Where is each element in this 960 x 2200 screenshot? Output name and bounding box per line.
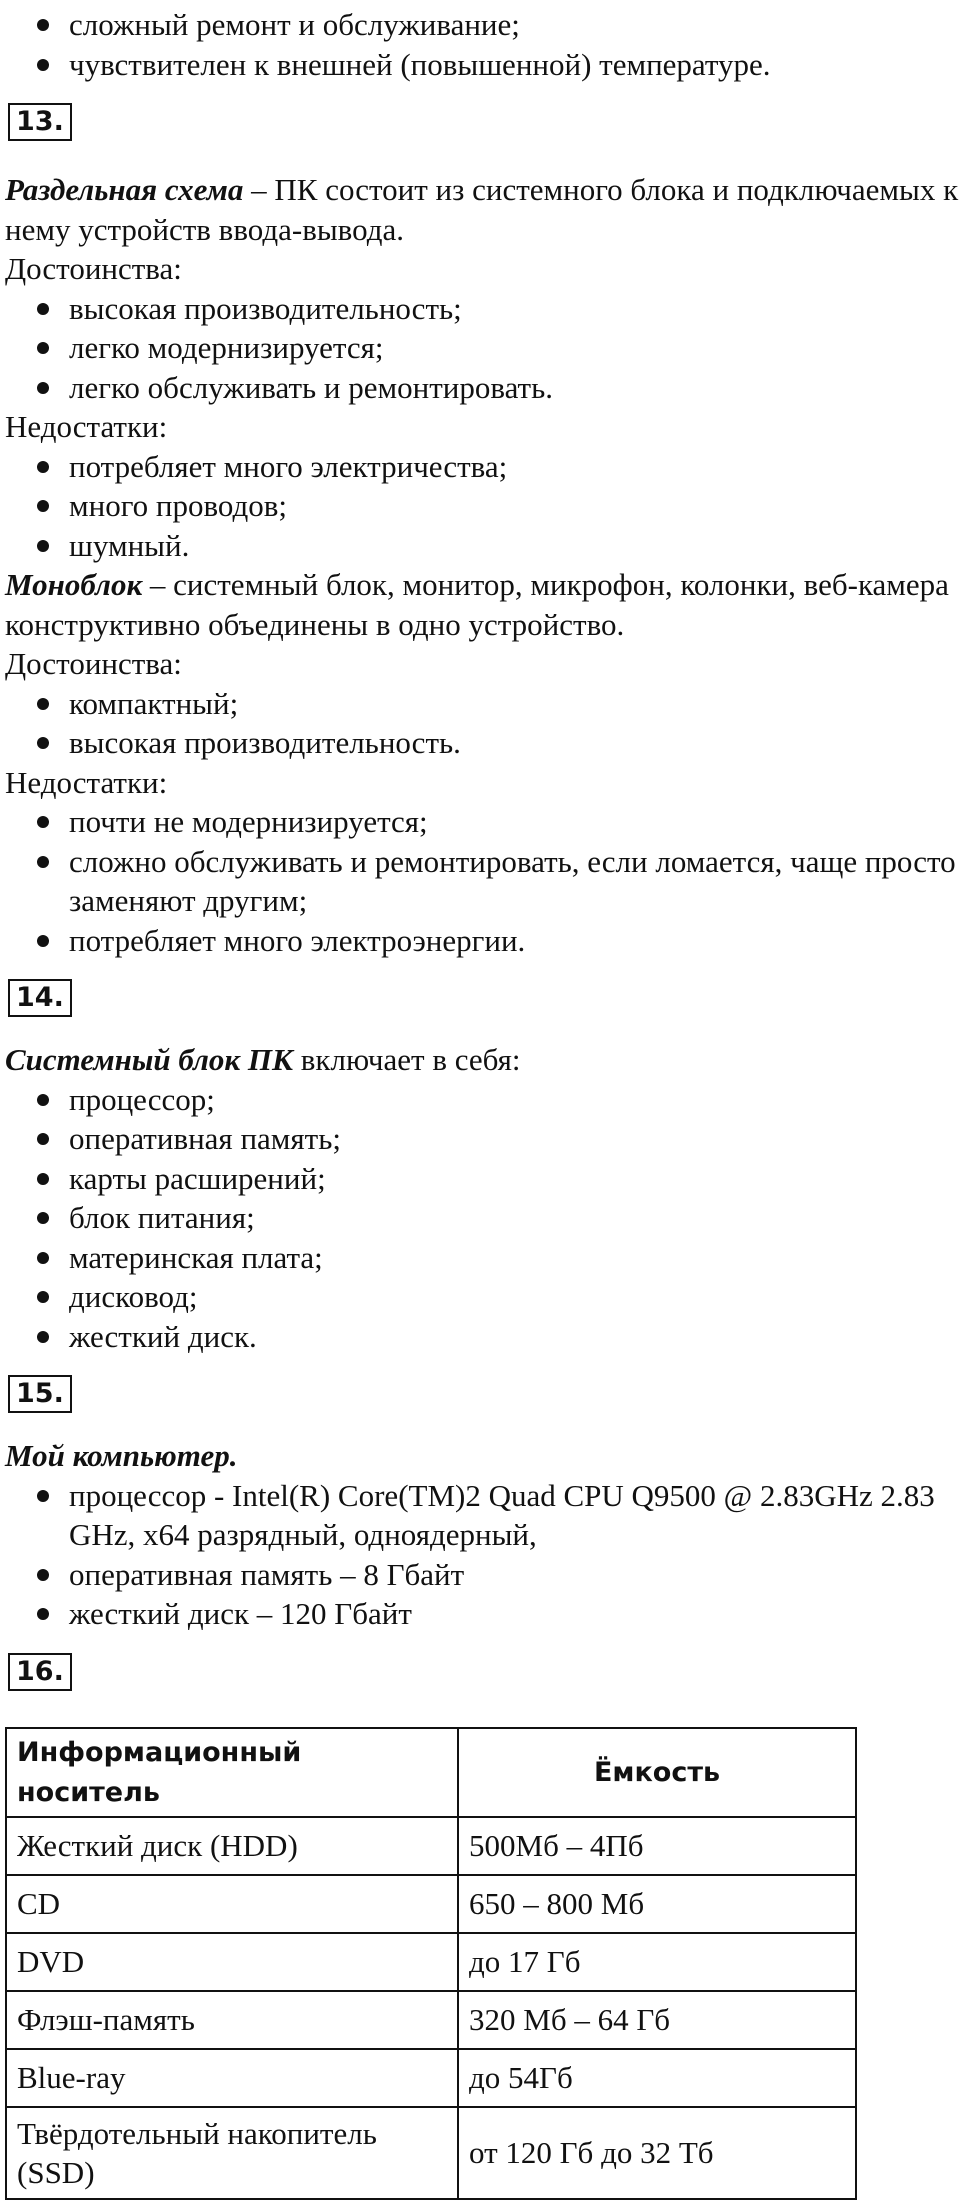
table-cell: Флэш-память bbox=[6, 1991, 458, 2049]
column-header: Ёмкость bbox=[458, 1728, 856, 1817]
list-item: жесткий диск. bbox=[0, 1317, 960, 1357]
list-item: сложно обслуживать и ремонтировать, если ломается, чаще просто заменяют другим; bbox=[0, 842, 960, 921]
section-number: 13. bbox=[8, 102, 72, 142]
list-item: дисковод; bbox=[0, 1277, 960, 1317]
table-row bbox=[6, 1933, 856, 1991]
table-row bbox=[6, 2049, 856, 2107]
disadvantages-label: Недостатки: bbox=[5, 764, 168, 800]
section-16-header bbox=[0, 1642, 960, 1702]
advantages-label: Достоинства: bbox=[5, 251, 182, 286]
list-item: процессор - Intel(R) Core(TM)2 Quad CPU Q9500 @ 2.83GHz 2.83 GHz, x64 разрядный, одноядерный, bbox=[0, 1476, 960, 1555]
definition-text: – системный блок, монитор, микрофон, колонки, веб-камера конструктивно объединены в одно устройство. bbox=[5, 567, 949, 642]
list-item: почти не модернизируется; bbox=[0, 802, 960, 842]
components-list bbox=[0, 1080, 960, 1357]
storage-media-table bbox=[5, 1727, 857, 2200]
list-item: жесткий диск – 120 Гбайт bbox=[0, 1594, 960, 1634]
disadvantages-list bbox=[0, 802, 960, 960]
disadvantages-list bbox=[0, 447, 960, 566]
definition bbox=[0, 565, 960, 644]
list-item: шумный. bbox=[0, 526, 960, 566]
disadvantages-label: Недостатки: bbox=[5, 409, 168, 444]
section-number: 15. bbox=[8, 1374, 72, 1414]
table-cell: Blue-ray bbox=[6, 2049, 458, 2107]
section-13-header bbox=[0, 92, 960, 152]
table-cell: CD bbox=[6, 1875, 458, 1933]
list-item: оперативная память; bbox=[0, 1119, 960, 1159]
table-cell: 500Мб – 4Пб bbox=[458, 1817, 856, 1875]
table-row bbox=[6, 2107, 856, 2199]
list-item: высокая производительность. bbox=[0, 723, 960, 763]
section-number: 14. bbox=[8, 978, 72, 1018]
table-cell: Твёрдотельный накопитель (SSD) bbox=[6, 2107, 458, 2199]
advantages-label: Достоинства: bbox=[5, 646, 182, 681]
column-header: Информационный носитель bbox=[6, 1728, 458, 1817]
advantages-list bbox=[0, 684, 960, 763]
list-item: процессор; bbox=[0, 1080, 960, 1120]
definition bbox=[0, 1040, 960, 1080]
table-cell: 320 Мб – 64 Гб bbox=[458, 1991, 856, 2049]
list-item: оперативная память – 8 Гбайт bbox=[0, 1555, 960, 1595]
definition-text: включает в себя: bbox=[293, 1042, 521, 1077]
advantages-list bbox=[0, 289, 960, 408]
definition-term: Системный блок ПК bbox=[5, 1042, 294, 1077]
definition-term: Моноблок bbox=[5, 567, 143, 602]
intro-list bbox=[0, 5, 960, 84]
list-item: легко обслуживать и ремонтировать. bbox=[0, 368, 960, 408]
definition-term: Раздельная схема bbox=[5, 172, 244, 207]
table-row bbox=[6, 1991, 856, 2049]
table-cell: до 17 Гб bbox=[458, 1933, 856, 1991]
section-15-header bbox=[0, 1364, 960, 1424]
list-item: сложный ремонт и обслуживание; bbox=[0, 5, 960, 45]
section-number: 16. bbox=[8, 1652, 72, 1692]
table-row bbox=[6, 1817, 856, 1875]
section-14-header bbox=[0, 968, 960, 1028]
list-item: легко модернизируется; bbox=[0, 328, 960, 368]
table-cell: 650 – 800 Мб bbox=[458, 1875, 856, 1933]
table-cell: от 120 Гб до 32 Тб bbox=[458, 2107, 856, 2199]
list-item: карты расширений; bbox=[0, 1159, 960, 1199]
table-header-row bbox=[6, 1728, 856, 1817]
list-item: материнская плата; bbox=[0, 1238, 960, 1278]
table-cell: DVD bbox=[6, 1933, 458, 1991]
definition bbox=[0, 170, 960, 249]
definition-text: – ПК состоит из системного блока и подключаемых к нему устройств ввода-вывода. bbox=[5, 172, 959, 247]
list-item: потребляет много электричества; bbox=[0, 447, 960, 487]
list-item: потребляет много электроэнергии. bbox=[0, 921, 960, 961]
table-row bbox=[6, 1875, 856, 1933]
list-item: много проводов; bbox=[0, 486, 960, 526]
list-item: блок питания; bbox=[0, 1198, 960, 1238]
list-item: компактный; bbox=[0, 684, 960, 724]
list-item: чувствителен к внешней (повышенной) температуре. bbox=[0, 45, 960, 85]
list-item: высокая производительность; bbox=[0, 289, 960, 329]
table-cell: Жесткий диск (HDD) bbox=[6, 1817, 458, 1875]
specs-list bbox=[0, 1476, 960, 1634]
section-title: Мой компьютер. bbox=[5, 1438, 238, 1473]
table-cell: до 54Гб bbox=[458, 2049, 856, 2107]
